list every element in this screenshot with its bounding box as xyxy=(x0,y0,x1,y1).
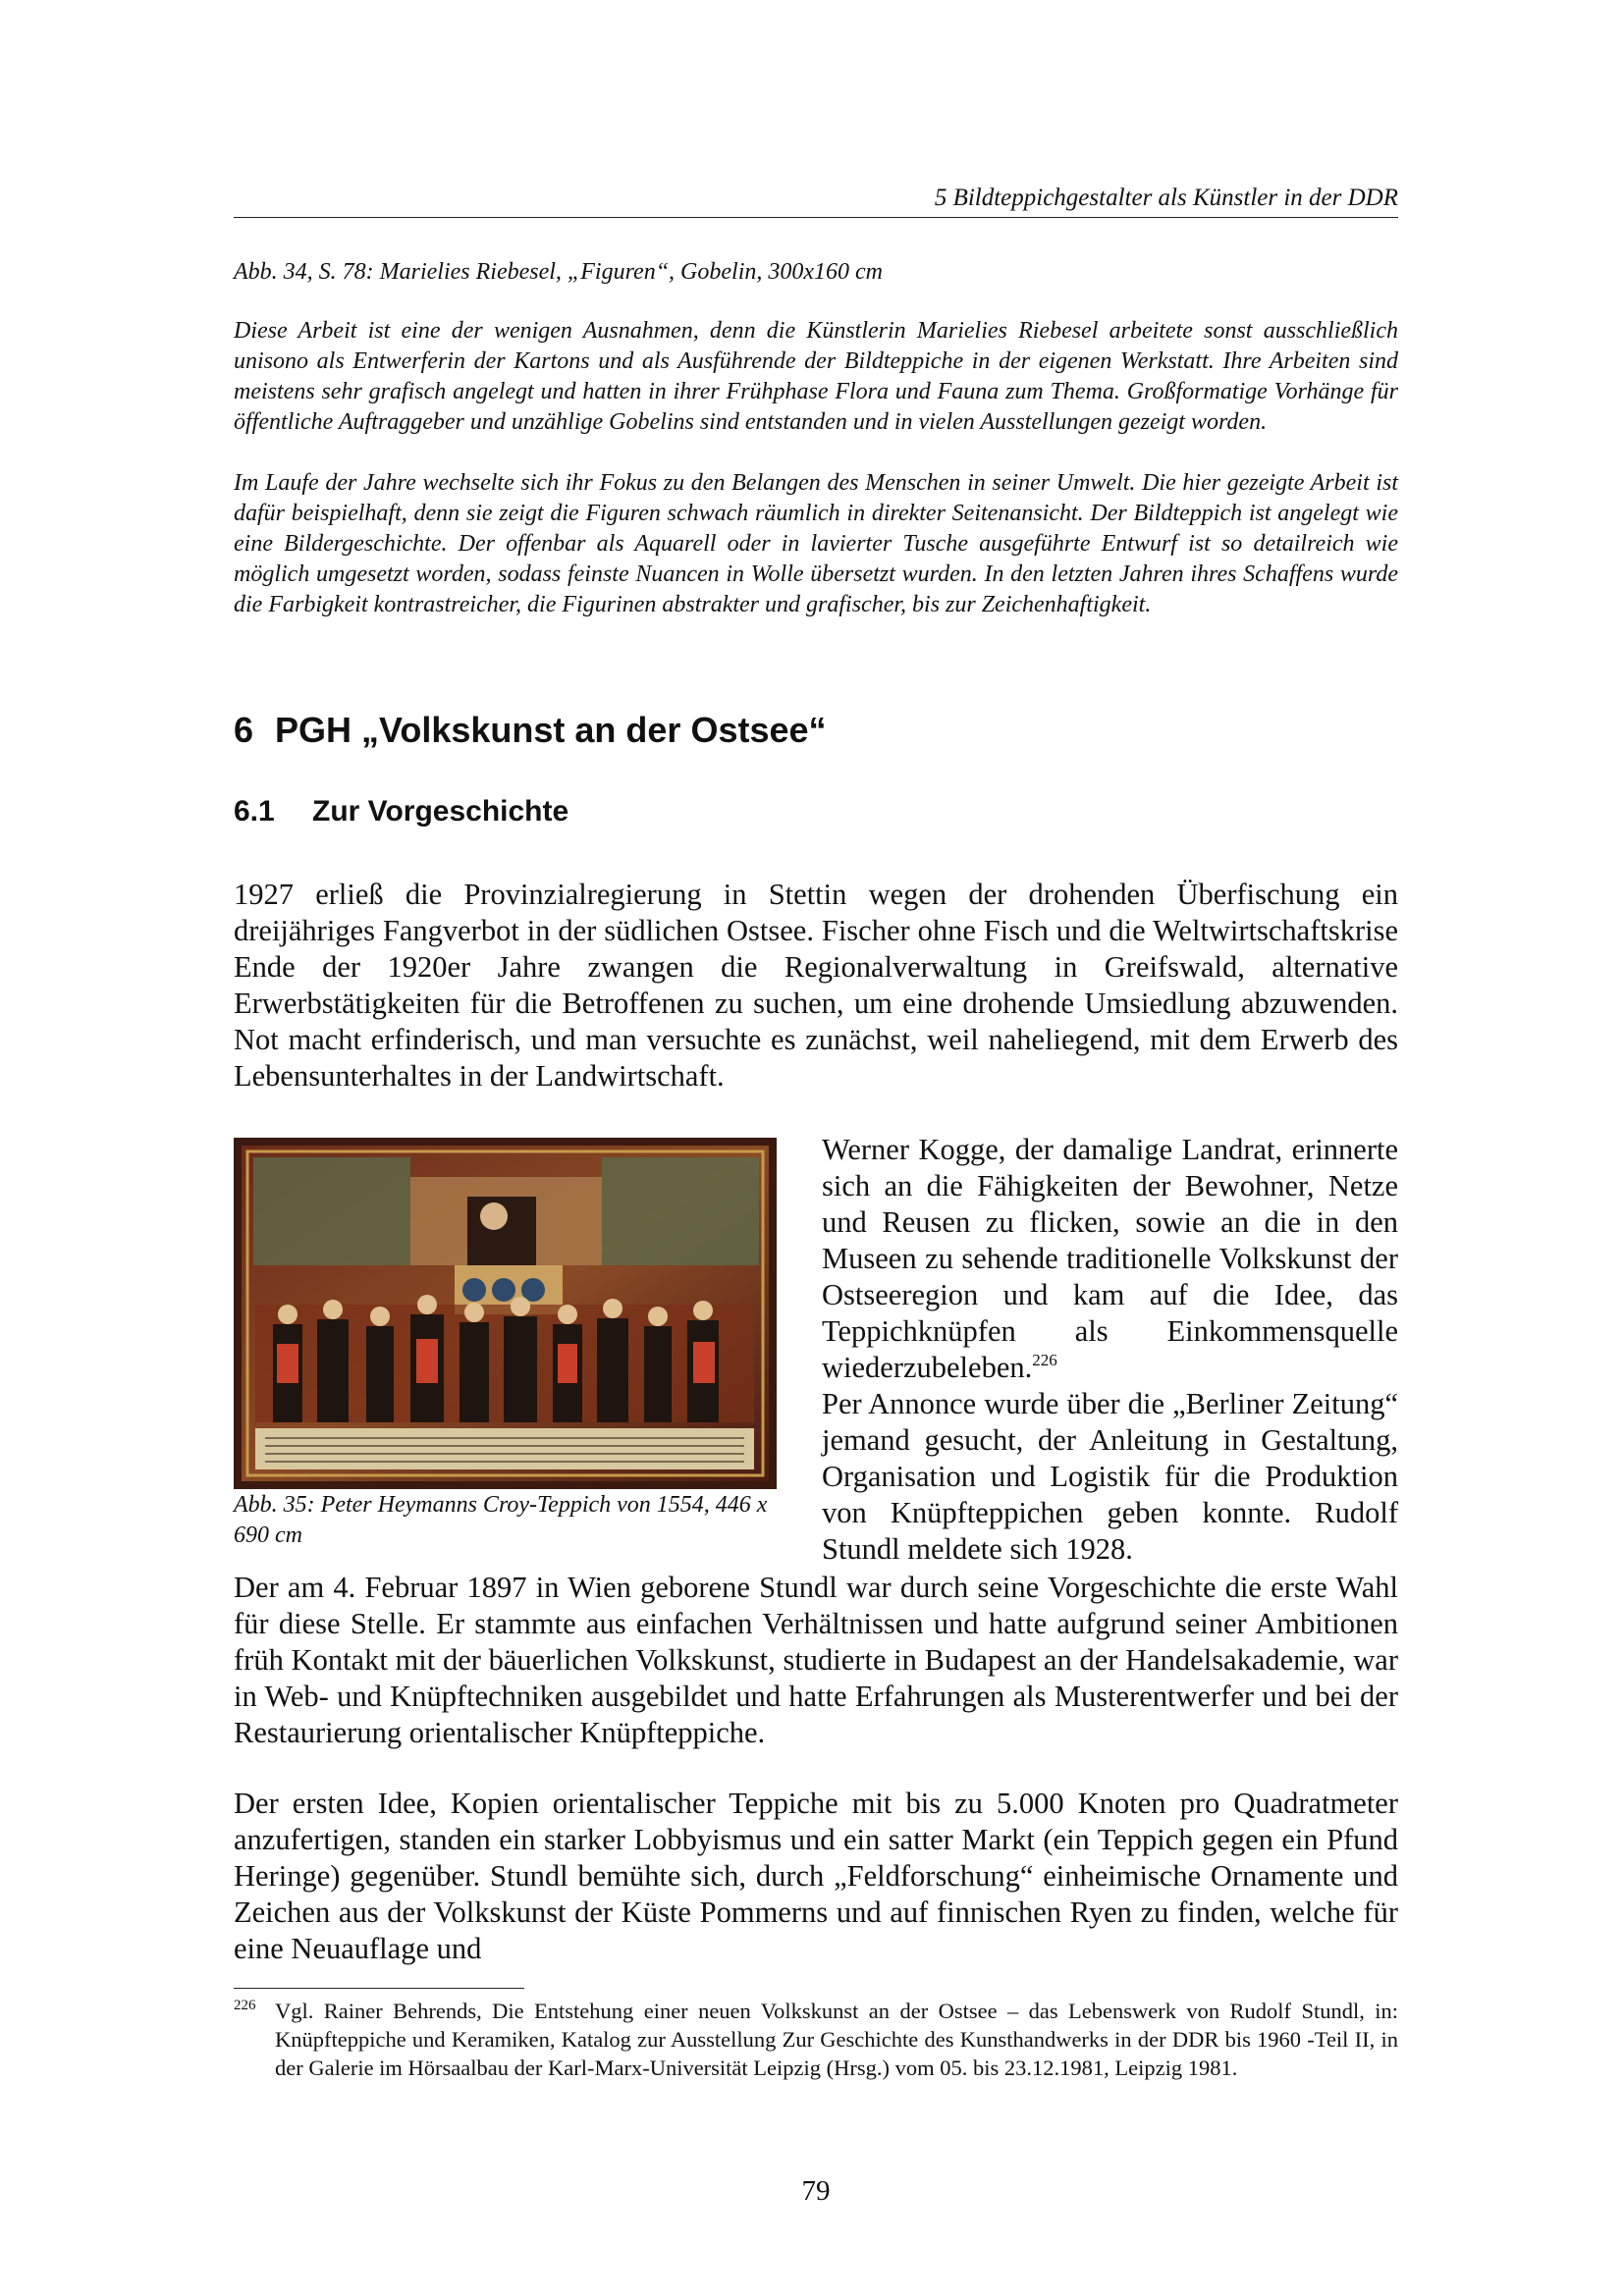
section-number: 6.1 xyxy=(234,795,275,828)
artwork-description-paragraph: Im Laufe der Jahre wechselte sich ihr Fokus zu den Belangen des Menschen in seiner Umwelt. Die hier gezeigte Arbeit ist dafür beispielhaft, denn sie zeigt die Figuren schwach räumlich in direkter Seitenansicht. Der Bildteppich ist angelegt wie eine Bildergeschichte. Der offenbar als Aquarell oder in lavierter Tusche ausgeführte Entwurf ist so detailreich wie möglich umgesetzt worden, sodass feinste Nuancen in Wolle übersetzt wurden. In den letzten Jahren ihres Schaffens wurde die Farbigkeit kontrastreicher, die Figurinen abstrakter und grafischer, bis zur Zeichenhaftigkeit. xyxy=(234,470,1398,617)
artwork-description-paragraph: Diese Arbeit ist eine der wenigen Ausnahmen, denn die Künstlerin Marielies Riebesel arbeitete sonst ausschließlich unisono als Entwerferin der Kartons und als Ausführende der Bildteppiche in der eigenen Werkstatt. Ihre Arbeiten sind meistens sehr grafisch angelegt und hatten in ihrer Frühphase Flora und Fauna zum Thema. Großformatige Vorhänge für öffentliche Auftraggeber und unzählige Gobelins sind entstanden und in vielen Ausstellungen gezeigt worden. xyxy=(234,318,1398,435)
figure-caption-abb34: Abb. 34, S. 78: Marielies Riebesel, „Figuren“, Gobelin, 300x160 cm xyxy=(234,259,884,285)
tapestry-image xyxy=(234,1138,777,1489)
body-paragraph: Der ersten Idee, Kopien orientalischer Teppiche mit bis zu 5.000 Knoten pro Quadratmeter anzufertigen, standen ein starker Lobbyismus und ein satter Markt (ein Teppich gegen ein Pfund Heringe) gegenüber. Stundl bemühte sich, durch „Feldforschung“ einheimische Ornamente und Zeichen aus der Volkskunst der Küste Pommerns und auf finnischen Ryen zu finden, welche für eine Neuauflage und xyxy=(234,1787,1398,1965)
body-paragraph: Der am 4. Februar 1897 in Wien geborene Stundl war durch seine Vorgeschichte die erste Wahl für diese Stelle. Er stammte aus einfachen Verhältnissen und hatte aufgrund seiner Ambitionen früh Kontakt mit der bäuerlichen Volkskunst, studierte in Budapest an der Handelsakademie, war in Web- und Knüpftechniken ausgebildet und hatte Erfahrungen als Musterentwerfer und bei der Restaurierung orientalischer Knüpfteppiche. xyxy=(234,1571,1398,1749)
header-rule xyxy=(234,217,1398,218)
section-title: Zur Vorgeschichte xyxy=(312,795,569,828)
footnote xyxy=(234,1997,1398,2082)
footnote-text: Vgl. Rainer Behrends, Die Entstehung einer neuen Volkskunst an der Ostsee – das Lebenswerk von Rudolf Stundl, in: Knüpfteppiche und Keramiken, Katalog zur Ausstellung Zur Geschichte des Kunsthandwerks in der DDR bis 1960 -Teil II, in der Galerie im Hörsaalbau der Karl-Marx-Universität Leipzig (Hrsg.) vom 05. bis 23.12.1981, Leipzig 1981. xyxy=(275,1999,1398,2080)
figure-caption-abb35: Abb. 35: Peter Heymanns Croy-Teppich von 1554, 446 x 690 cm xyxy=(234,1492,768,1548)
chapter-heading xyxy=(234,709,827,752)
body-paragraph-right-column xyxy=(822,1132,1398,1568)
footnote-number: 226 xyxy=(234,1998,256,2013)
chapter-title: PGH „Volkskunst an der Ostsee“ xyxy=(275,710,827,750)
footnote-reference[interactable]: 226 xyxy=(1032,1351,1057,1369)
running-header: 5 Bildteppichgestalter als Künstler in der DDR xyxy=(934,185,1398,211)
section-heading xyxy=(234,793,568,830)
body-text-segment: Per Annonce wurde über die „Berliner Zeitung“ jemand gesucht, der Anleitung in Gestaltung, Organisation und Logistik für die Produktion von Knüpfteppichen geben konnte. Rudolf Stundl meldete sich 1928. xyxy=(822,1387,1398,1566)
page-number: 79 xyxy=(801,2175,831,2207)
body-paragraph: 1927 erließ die Provinzialregierung in Stettin wegen der drohenden Überfischung ein dreijähriges Fangverbot in der südlichen Ostsee. Fischer ohne Fisch und die Weltwirtschaftskrise Ende der 1920er Jahre zwangen die Regionalverwaltung in Greifswald, alternative Erwerbstätigkeiten für die Betroffenen zu suchen, um eine drohende Umsiedlung abzuwenden. Not macht erfinderisch, und man versuchte es zunächst, weil naheliegend, mit dem Erwerb des Lebensunterhaltes in der Landwirtschaft. xyxy=(234,878,1398,1093)
chapter-number: 6 xyxy=(234,710,254,750)
footnote-separator xyxy=(234,1988,524,1989)
body-text-segment: Werner Kogge, der damalige Landrat, erinnerte sich an die Fähigkeiten der Bewohner, Netze und Reusen zu flicken, sowie an die in den Museen zu sehende traditionelle Volkskunst der Ostseeregion und kam auf die Idee, das Teppichknüpfen als Einkommensquelle wiederzubeleben. xyxy=(822,1133,1398,1384)
